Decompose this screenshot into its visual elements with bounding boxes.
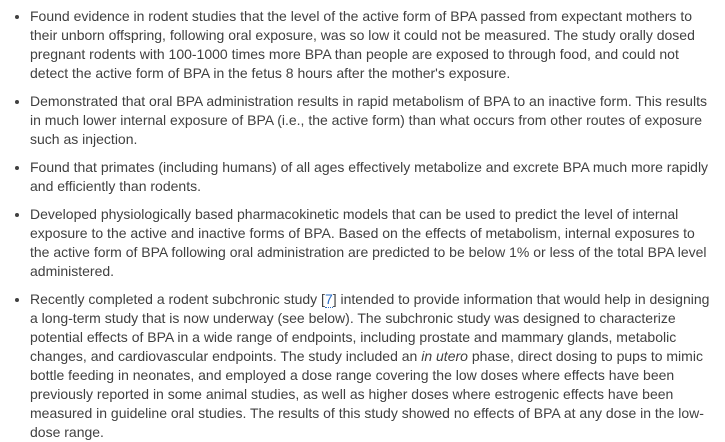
reference-7-link[interactable]: 7 [324, 291, 333, 307]
bullet-text: Recently completed a rodent subchronic study [ [30, 291, 325, 307]
list-item [30, 7, 718, 83]
bullet-text: Found that primates (including humans) of all ages effectively metabolize and excrete BPA much more rapidly and efficiently than rodents. [30, 159, 709, 194]
bullet-text: Found evidence in rodent studies that the level of the active form of BPA passed from expectant mothers to their unborn offspring, following oral exposure, was so low it could not be measured. The study orally dosed pregnant rodents with 100-1000 times more BPA than people are exposed to through food, and could not detect the active form of BPA in the fetus 8 hours after the mother's exposure. [30, 8, 695, 81]
list-item [30, 205, 718, 281]
bullet-text: ] intended to provide information that would help in designing a long-term study that is now underway (see below). The subchronic study was designed to characterize potential effects of BPA in a wide range of endpoints, including prostate and mammary glands, metabolic changes, and cardiovascular endpoints. The study included an [30, 291, 710, 364]
bullet-text: phase, direct dosing to pups to mimic bottle feeding in neonates, and employed a dose range covering the low doses where effects have been previously reported in some animal studies, as well as higher doses where estrogenic effects have been measured in guideline oral studies. The results of this study showed no effects of BPA at any dose in the low-dose range. [30, 348, 704, 440]
bullet-text-italic: in utero [421, 348, 468, 364]
bullet-text: Demonstrated that oral BPA administration results in rapid metabolism of BPA to an inactive form. This results in much lower internal exposure of BPA (i.e., the active form) than what occurs from other routes of exposure such as injection. [30, 93, 707, 147]
bullet-text: Developed physiologically based pharmacokinetic models that can be used to predict the level of internal exposure to the active and inactive forms of BPA. Based on the effects of metabolism, internal exposures to the active form of BPA following oral administration are predicted to be below 1% or less of the total BPA level administered. [30, 206, 707, 279]
list-item [30, 92, 718, 149]
list-item [30, 158, 718, 196]
list-item [30, 290, 718, 442]
